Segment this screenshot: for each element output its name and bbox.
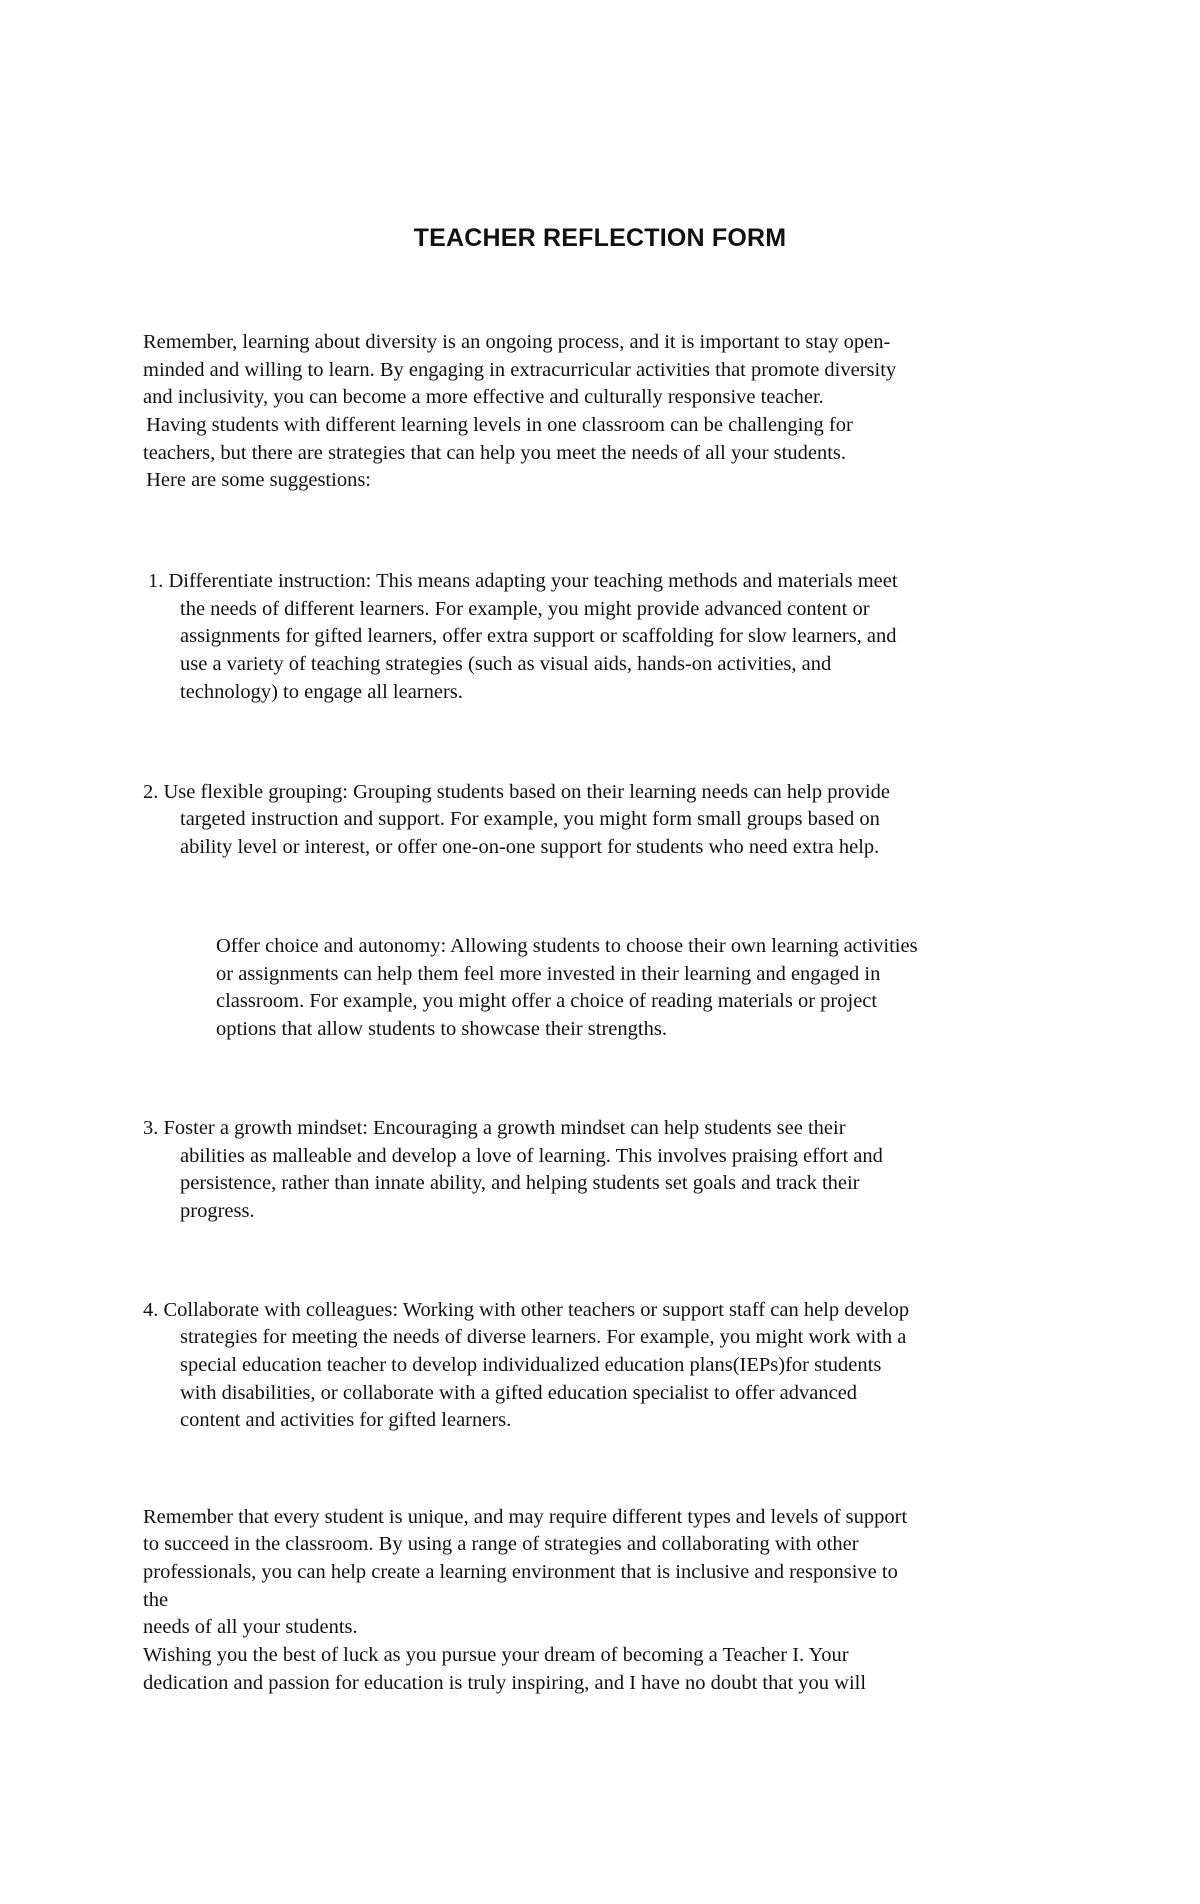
list-item-line: 4. Collaborate with colleagues: Working with other teachers or support staff can help develop xyxy=(143,1299,910,1321)
choice-line: classroom. For example, you might offer a choice of reading materials or project xyxy=(216,990,878,1012)
list-item-line: the needs of different learners. For example, you might provide advanced content or xyxy=(180,598,870,620)
intro-line: Here are some suggestions: xyxy=(141,469,371,491)
closing-line: to succeed in the classroom. By using a range of strategies and collaborating with other xyxy=(143,1533,859,1555)
list-item-line: targeted instruction and support. For example, you might form small groups based on xyxy=(180,808,880,830)
choice-line: Offer choice and autonomy: Allowing students to choose their own learning activities xyxy=(216,935,918,957)
list-item-line: strategies for meeting the needs of diverse learners. For example, you might work with a xyxy=(180,1326,907,1348)
list-item-line: ability level or interest, or offer one-on-one support for students who need extra help. xyxy=(180,836,880,858)
list-item-line: special education teacher to develop individualized education plans(IEPs)for students xyxy=(180,1354,882,1376)
list-item-line: content and activities for gifted learners. xyxy=(180,1409,512,1431)
list-item-line: 2. Use flexible grouping: Grouping students based on their learning needs can help provide xyxy=(143,781,890,803)
choice-line: options that allow students to showcase their strengths. xyxy=(216,1018,667,1040)
intro-line: minded and willing to learn. By engaging in extracurricular activities that promote diversity xyxy=(143,359,897,381)
closing-line: Wishing you the best of luck as you pursue your dream of becoming a Teacher I. Your xyxy=(143,1644,849,1666)
intro-line: teachers, but there are strategies that can help you meet the needs of all your students. xyxy=(143,442,847,464)
list-item-line: persistence, rather than innate ability, and helping students set goals and track their xyxy=(180,1172,860,1194)
closing-line: professionals, you can help create a learning environment that is inclusive and responsive to xyxy=(143,1561,898,1583)
closing-line: Remember that every student is unique, and may require different types and levels of support xyxy=(143,1506,908,1528)
intro-line: Remember, learning about diversity is an ongoing process, and it is important to stay open- xyxy=(143,331,891,353)
closing-line: the xyxy=(143,1589,169,1611)
closing-line: needs of all your students. xyxy=(143,1616,358,1638)
list-item-line: 1. Differentiate instruction: This means adapting your teaching methods and materials meet xyxy=(148,570,898,592)
list-item-line: use a variety of teaching strategies (such as visual aids, hands-on activities, and xyxy=(180,653,832,675)
intro-line: and inclusivity, you can become a more effective and culturally responsive teacher. xyxy=(143,386,824,408)
intro-line: Having students with different learning levels in one classroom can be challenging for xyxy=(141,414,853,436)
page-title: TEACHER REFLECTION FORM xyxy=(413,224,787,252)
list-item-line: 3. Foster a growth mindset: Encouraging a growth mindset can help students see their xyxy=(143,1117,846,1139)
list-item-line: progress. xyxy=(180,1200,255,1222)
list-item-line: abilities as malleable and develop a love of learning. This involves praising effort and xyxy=(180,1145,883,1167)
list-item-line: technology) to engage all learners. xyxy=(180,681,463,703)
list-item-line: assignments for gifted learners, offer extra support or scaffolding for slow learners, and xyxy=(180,625,897,647)
list-item-line: with disabilities, or collaborate with a gifted education specialist to offer advanced xyxy=(180,1382,858,1404)
choice-line: or assignments can help them feel more invested in their learning and engaged in xyxy=(216,963,881,985)
closing-line: dedication and passion for education is truly inspiring, and I have no doubt that you will xyxy=(143,1672,867,1694)
